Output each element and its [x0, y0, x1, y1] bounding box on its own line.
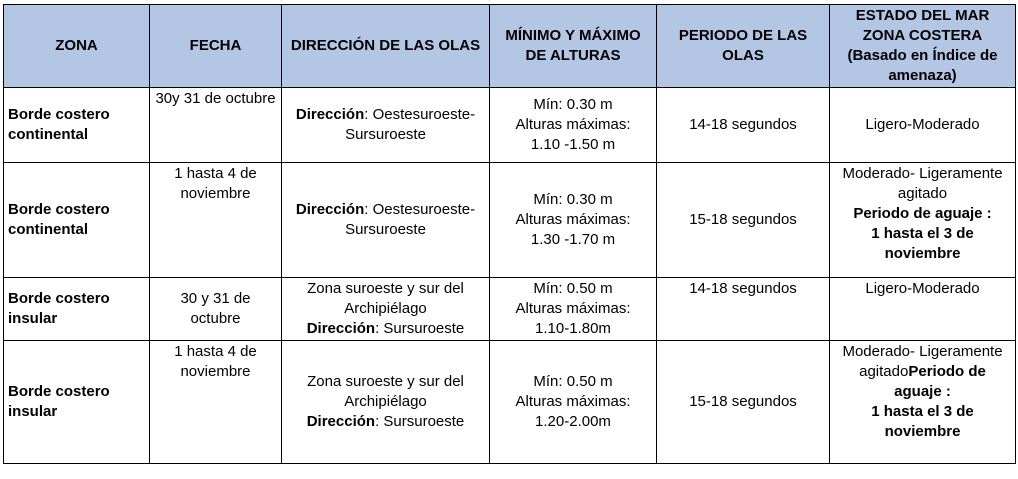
- direccion-label: Dirección: [295, 201, 365, 218]
- header-row: [4, 5, 1016, 88]
- direccion-value: : Oestesuroeste-Sursuroeste: [345, 106, 476, 143]
- min-height: Mín: 0.30 m: [533, 96, 613, 113]
- zona-cell: Borde costero insular: [4, 278, 150, 341]
- table-row: [4, 341, 1016, 464]
- header-direccion: DIRECCIÓN DE LAS OLAS: [282, 5, 490, 88]
- max-label: Alturas máximas:: [515, 211, 631, 228]
- alturas-cell: [490, 341, 657, 464]
- direccion-label: Dirección: [295, 106, 365, 123]
- estado-cell: [830, 163, 1016, 278]
- aguaje-label: Periodo de aguaje :: [894, 363, 986, 400]
- aguaje-value: 1 hasta el 3 de noviembre: [871, 403, 974, 440]
- direccion-cell: [282, 341, 490, 464]
- direccion-label: Dirección: [306, 413, 376, 430]
- min-height: Mín: 0.50 m: [533, 373, 613, 390]
- min-height: Mín: 0.30 m: [533, 191, 613, 208]
- max-value: 1.20-2.00m: [535, 413, 611, 430]
- header-alturas: MÍNIMO Y MÁXIMO DE ALTURAS: [490, 5, 657, 88]
- alturas-cell: [490, 88, 657, 163]
- direccion-cell: [282, 163, 490, 278]
- aguaje-value: 1 hasta el 3 de noviembre: [871, 225, 974, 262]
- direccion-label: Dirección: [306, 320, 376, 337]
- estado-value: Moderado- Ligeramente agitado: [842, 165, 1003, 202]
- alturas-cell: [490, 278, 657, 341]
- periodo-cell: 14-18 segundos: [657, 278, 830, 341]
- header-fecha: FECHA: [150, 5, 282, 88]
- table-row: [4, 278, 1016, 341]
- estado-value: Moderado- Ligeramente agitado: [842, 343, 1003, 380]
- fecha-cell: 1 hasta 4 de noviembre: [150, 163, 282, 278]
- max-label: Alturas máximas:: [515, 300, 631, 317]
- fecha-cell: 1 hasta 4 de noviembre: [150, 341, 282, 464]
- estado-cell: Ligero-Moderado: [830, 88, 1016, 163]
- header-periodo: PERIODO DE LAS OLAS: [657, 5, 830, 88]
- periodo-cell: 14-18 segundos: [657, 88, 830, 163]
- fecha-cell: 30y 31 de octubre: [150, 88, 282, 163]
- zona-cell: Borde costero continental: [4, 88, 150, 163]
- direccion-cell: [282, 88, 490, 163]
- table-row: [4, 88, 1016, 163]
- min-height: Mín: 0.50 m: [533, 280, 613, 297]
- fecha-cell: 30 y 31 de octubre: [150, 278, 282, 341]
- max-label: Alturas máximas:: [515, 116, 631, 133]
- max-value: 1.10-1.80m: [535, 320, 611, 337]
- periodo-cell: 15-18 segundos: [657, 341, 830, 464]
- direccion-cell: [282, 278, 490, 341]
- aguaje-label: Periodo de aguaje :: [853, 205, 992, 222]
- direccion-value: : Sursuroeste: [375, 320, 465, 337]
- direccion-value: : Sursuroeste: [375, 413, 465, 430]
- periodo-cell: 15-18 segundos: [657, 163, 830, 278]
- max-value: 1.30 -1.70 m: [530, 231, 616, 248]
- max-value: 1.10 -1.50 m: [530, 136, 616, 153]
- direccion-value: : Oestesuroeste-Sursuroeste: [345, 201, 476, 238]
- direccion-zone: Zona suroeste y sur del Archipiélago: [307, 280, 464, 317]
- alturas-cell: [490, 163, 657, 278]
- estado-cell: Ligero-Moderado: [830, 278, 1016, 341]
- zona-cell: Borde costero continental: [4, 163, 150, 278]
- direccion-zone: Zona suroeste y sur del Archipiélago: [307, 373, 464, 410]
- max-label: Alturas máximas:: [515, 393, 631, 410]
- estado-cell: [830, 341, 1016, 464]
- forecast-table: [3, 4, 1016, 464]
- table-row: [4, 163, 1016, 278]
- header-estado: ESTADO DEL MAR ZONA COSTERA (Basado en Índice de amenaza): [830, 5, 1016, 88]
- header-zona: ZONA: [4, 5, 150, 88]
- zona-cell: Borde costero insular: [4, 341, 150, 464]
